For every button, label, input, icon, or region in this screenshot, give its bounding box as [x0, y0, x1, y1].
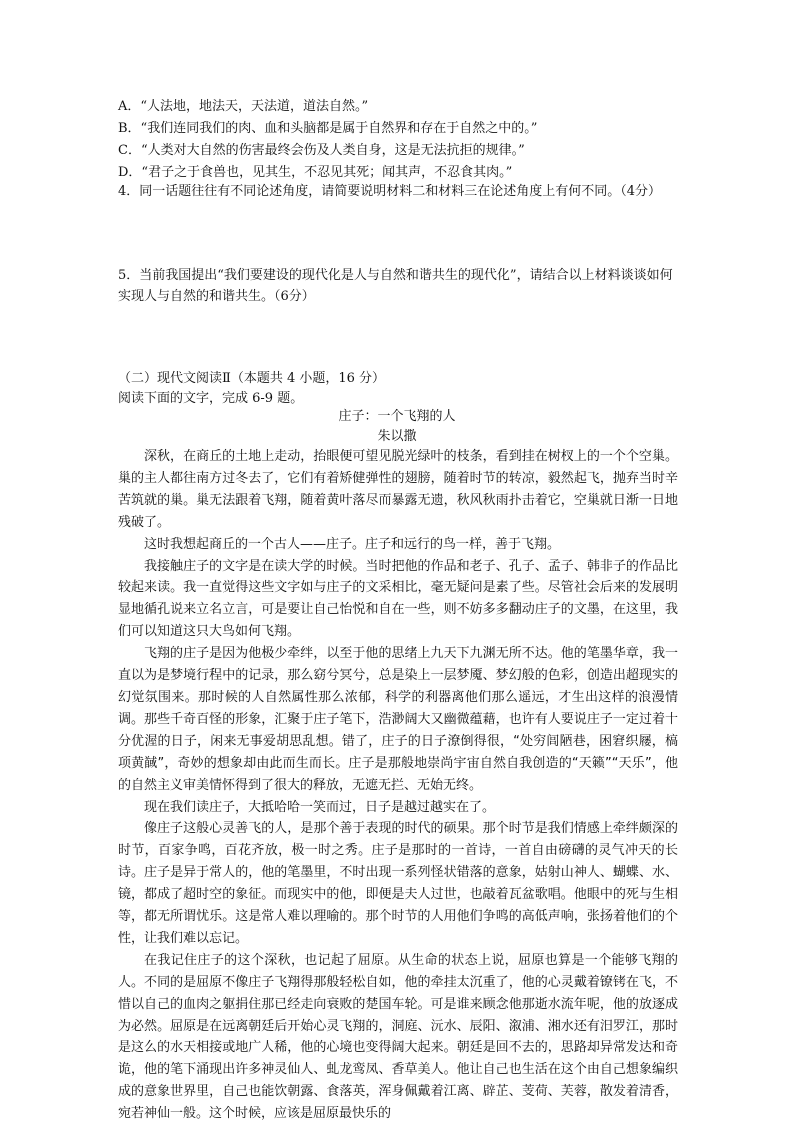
article-title: 庄子：一个飞翔的人 — [338, 409, 456, 424]
article-body — [118, 446, 678, 1125]
article-paragraph: 现在我们读庄子，大抵哈哈一笑而过，日子是越过越实在了。 — [144, 799, 496, 815]
question-4: 4．同一话题往往有不同论述角度，请简要说明材料二和材料三在论述角度上有何不同。（4分） — [118, 184, 662, 199]
option-b: B．“我们连同我们的肉、血和头脑都是属于自然界和存在于自然之中的。” — [118, 121, 538, 136]
article-paragraph: 这时我想起商丘的一个古人——庄子。庄子和远行的鸟一样，善于飞翔。 — [144, 536, 561, 552]
option-d: D．“君子之于食兽也，见其生，不忍见其死；闻其声，不忍食其肉。” — [118, 165, 513, 180]
option-c: C．“人类对大自然的伤害最终会伤及人类自身，这是无法抗拒的规律。” — [118, 143, 525, 158]
article-paragraph: 在我记住庄子的这个深秋，也记起了屈原。从生命的状态上说，屈原也算是一个能够飞翔的人。不同的是屈原不像庄子飞翔得那般轻松自如，他的牵挂太沉重了，他的心灵戴着镣铐在飞，不惜以自己的血肉之躯捐住那已经走向衰败的楚国车轮。可是谁来顾念他那逝水流年呢，他的放逐成为必然。屈原是在远离朝廷后开始心灵飞翔的，洞庭、沅水、辰阳、溆浦、湘水还有汨罗江，那时是这么的水天相接或地广人稀，他的心境也变得阔大起来。朝廷是回不去的，思路却异常发达和奇诡，他的笔下涌现出许多神灵仙人、虬龙鸾凤、香草美人。他让自己也生活在这个由自己想象编织成的意象世界里，自己也能饮朝露、食落英，浑身佩戴着江离、辟芷、芰荷、芙蓉，散发着清香，宛若神仙一般。这个时候，应该是屈原最快乐的 — [118, 952, 678, 1122]
section-instruction: 阅读下面的文字，完成 6-9 题。 — [118, 391, 304, 406]
article-paragraph: 飞翔的庄子是因为他极少牵绊，以至于他的思绪上九天下九渊无所不达。他的笔墨华章，我一直以为是梦境行程中的记录，那么窈兮冥兮，总是染上一层梦魇、梦幻般的色彩，创造出超现实的幻觉氛围来。那时候的人自然属性那么浓郁，科学的利器离他们那么遥远，才生出这样的浪漫情调。那些千奇百怪的形象，汇聚于庄子笔下，浩渺阔大又幽微蕴藉，也许有人要说庄子一定过着十分优渥的日子，闲来无事爱胡思乱想。错了，庄子的日子潦倒得很，“处穷闾陋巷，困窘织屦，槁项黄馘”，奇妙的想象却由此而生而长。庄子是那般地崇尚宇宙自然自我创造的“天籁”“天乐”，他的自然主义审美情怀得到了很大的释放，无遮无拦、无始无终。 — [118, 646, 678, 793]
article-author: 朱以撒 — [377, 429, 417, 444]
option-a: A．“人法地，地法天，天法道，道法自然。” — [118, 99, 369, 114]
question-5: 5．当前我国提出“我们要建设的现代化是人与自然和谐共生的现代化”，请结合以上材料谈谈如何实现人与自然的和谐共生。（6分） — [118, 268, 673, 304]
article-paragraph: 像庄子这般心灵善飞的人，是那个善于表现的时代的硕果。那个时节是我们情感上牵绊颇深的时节，百家争鸣，百花齐放，极一时之秀。庄子是那时的一首诗，一首自由磅礴的灵气冲天的长诗。庄子是异于常人的，他的笔墨里，不时出现一系列怪状错落的意象，姑射山神人、蝴蝶、水、镜，都成了超时空的象征。而现实中的他，即便是夫人过世，也敲着瓦盆歌唱。他眼中的死与生相等，都无所谓忧乐。这是常人难以理喻的。那个时节的人用他们争鸣的高低声响，张扬着他们的个性，让我们难以忘记。 — [118, 821, 678, 946]
article-paragraph: 深秋，在商丘的土地上走动，抬眼便可望见脱光绿叶的枝条，看到挂在树杈上的一个个空巢。巢的主人都往南方过冬去了，它们有着矫健弹性的翅膀，随着时节的转凉，毅然起飞，抛弃当时辛苦筑就的巢。巢无法跟着飞翔，随着黄叶落尽而暴露无遗，秋风秋雨扑击着它，空巢就日渐一日地残破了。 — [118, 449, 678, 530]
section-heading: （二）现代文阅读Ⅱ（本题共 4 小题，16 分） — [118, 371, 386, 386]
article-paragraph: 我接触庄子的文字是在读大学的时候。当时把他的作品和老子、孔子、孟子、韩非子的作品比较起来读。我一直觉得这些文字如与庄子的文采相比，毫无疑问是素了些。尽管社会后来的发展明显地循孔说来立名立言，可是要让自己怡悦和自在一些，则不妨多多翻动庄子的文墨，在这里，我们可以知道这只大鸟如何飞翔。 — [118, 558, 678, 640]
